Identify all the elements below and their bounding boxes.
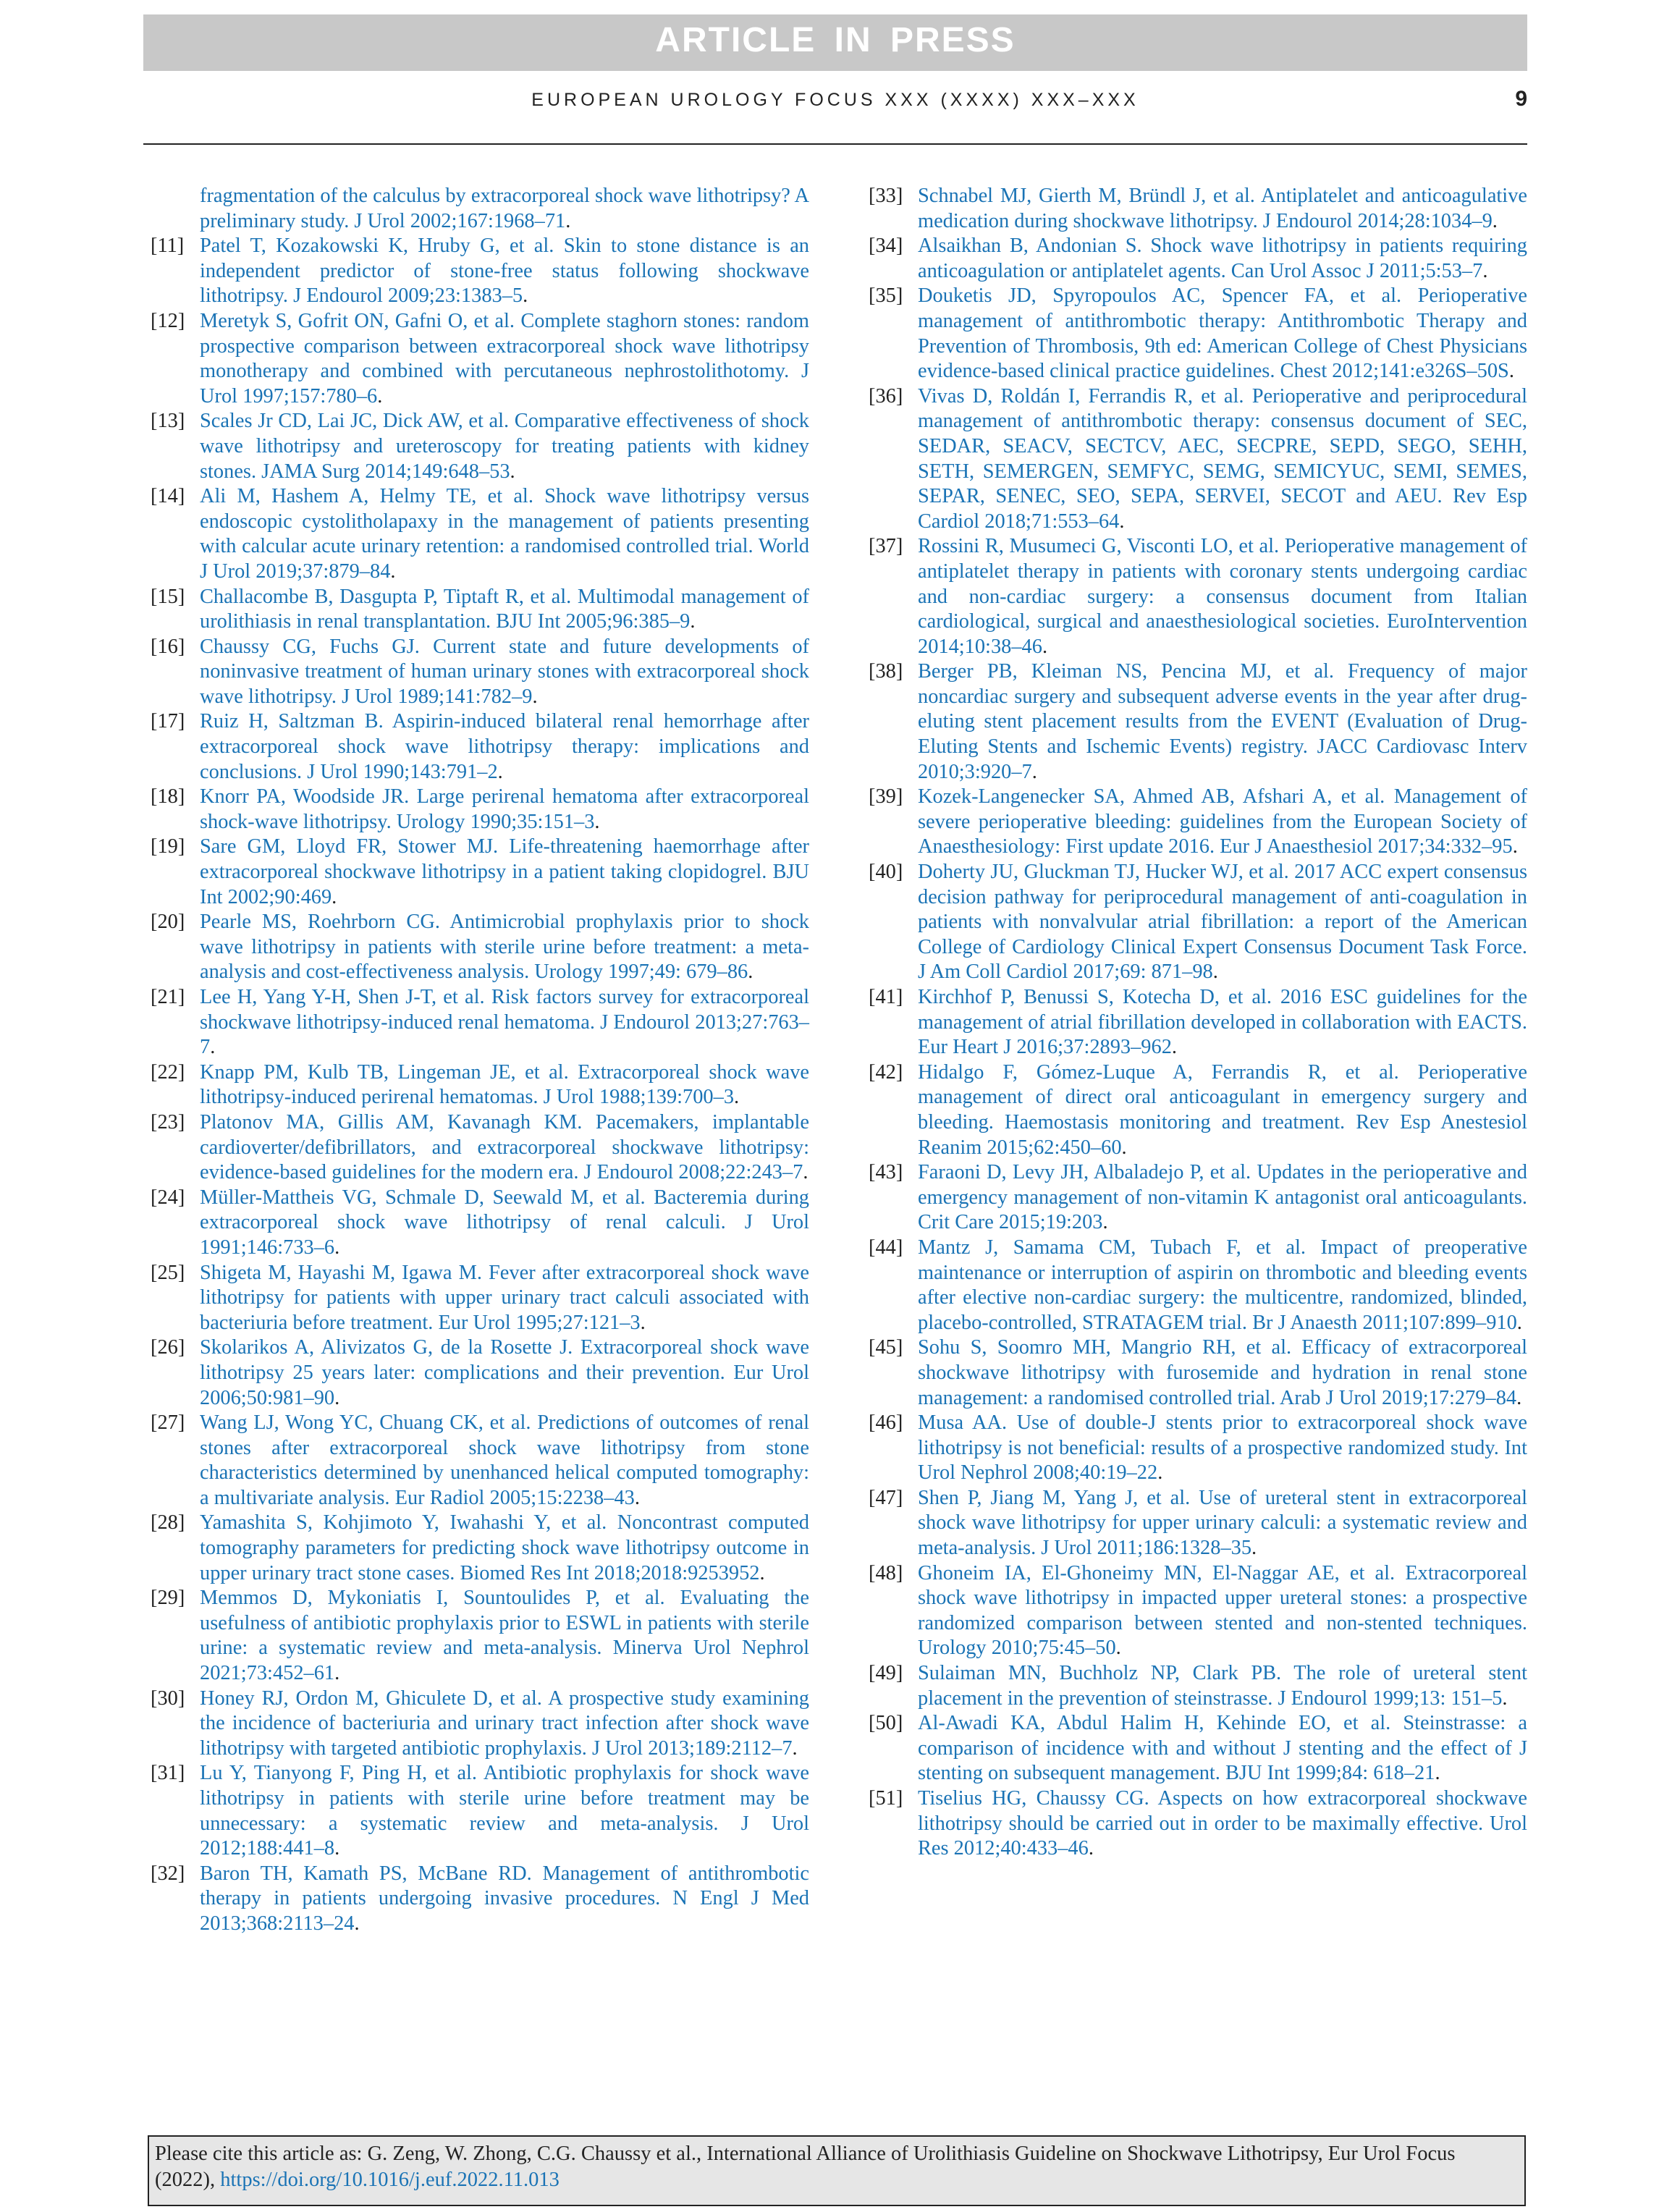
reference-item: [19] Sare GM, Lloyd FR, Stower MJ. Life-threatening haemorrhage after extracorporeal shockwave lithotripsy in a patient taking clopidogrel. BJU Int 2002;90:469. — [151, 835, 809, 910]
right-column — [869, 184, 1527, 1862]
reference-number: [18] — [151, 785, 185, 809]
reference-link[interactable]: Al-Awadi KA, Abdul Halim H, Kehinde EO, et al. Steinstrasse: a comparison of incidence with and without J stenting and the effect of J stenting on subsequent management. BJU Int 1999;84: 618–21 — [918, 1712, 1527, 1785]
reference-item: [23] Platonov MA, Gillis AM, Kavanagh KM. Pacemakers, implantable cardioverter/defibrillators, and extracorporeal shockwave lithotripsy: evidence-based guidelines for the modern era. J Endourol 2008;22:243–7. — [151, 1110, 809, 1186]
reference-item: [43] Faraoni D, Levy JH, Albaladejo P, et al. Updates in the perioperative and emergency management of non-vitamin K antagonist oral anticoagulants. Crit Care 2015;19:203. — [869, 1160, 1527, 1236]
article-in-press-banner — [143, 14, 1527, 71]
reference-item: [18] Knorr PA, Woodside JR. Large perirenal hematoma after extracorporeal shock-wave lithotripsy. Urology 1990;35:151–3. — [151, 785, 809, 835]
left-column — [151, 184, 809, 1937]
reference-item: [25] Shigeta M, Hayashi M, Igawa M. Fever after extracorporeal shock wave lithotripsy for patients with upper urinary tract calculi associated with bacteriuria before treatment. Eur Urol 1995;27:121–3. — [151, 1261, 809, 1336]
reference-number: [17] — [151, 710, 185, 733]
reference-link[interactable]: Baron TH, Kamath PS, McBane RD. Management of antithrombotic therapy in patients undergoing invasive procedures. N Engl J Med 2013;368:2113–24 — [200, 1862, 809, 1935]
reference-link[interactable]: Sare GM, Lloyd FR, Stower MJ. Life-threatening haemorrhage after extracorporeal shockwave lithotripsy in a patient taking clopidogrel. BJU Int 2002;90:469 — [200, 835, 809, 908]
reference-item: [39] Kozek-Langenecker SA, Ahmed AB, Afshari A, et al. Management of severe perioperative bleeding: guidelines from the European Society of Anaesthesiology: First update 2016. Eur J Anaesthesiol 2017;34:332–95. — [869, 785, 1527, 860]
reference-number: [35] — [869, 284, 903, 308]
reference-link[interactable]: Chaussy CG, Fuchs GJ. Current state and future developments of noninvasive treatment of human urinary stones with extracorporeal shock wave lithotripsy. J Urol 1989;141:782–9 — [200, 635, 809, 708]
reference-number: [11] — [151, 235, 185, 258]
reference-item: [30] Honey RJ, Ordon M, Ghiculete D, et al. A prospective study examining the incidence of bacteriuria and urinary tract infection after shock wave lithotripsy with targeted antibiotic prophylaxis. J Urol 2013;189:2112–7. — [151, 1687, 809, 1762]
reference-number: [27] — [151, 1411, 185, 1435]
reference-item: [38] Berger PB, Kleiman NS, Pencina MJ, et al. Frequency of major noncardiac surgery and subsequent adverse events in the year after drug-eluting stent placement results from the EVENT (Evaluation of Drug-Eluting Stents and Ischemic Events) registry. JACC Cardiovasc Interv 2010;3:920–7. — [869, 659, 1527, 785]
reference-link[interactable]: Douketis JD, Spyropoulos AC, Spencer FA, et al. Perioperative management of antithrombotic therapy: Antithrombotic Therapy and Prevention of Thrombosis, 9th ed: American College of Chest Physicians evidence-based clinical practice guidelines. Chest 2012;141:e326S–50S — [918, 284, 1527, 383]
reference-item: [26] Skolarikos A, Alivizatos G, de la Rosette J. Extracorporeal shock wave lithotripsy 25 years later: complications and their prevention. Eur Urol 2006;50:981–90. — [151, 1335, 809, 1411]
reference-link[interactable]: Kirchhof P, Benussi S, Kotecha D, et al. 2016 ESC guidelines for the management of atrial fibrillation developed in collaboration with EACTS. Eur Heart J 2016;37:2893–962 — [918, 986, 1527, 1059]
reference-number: [26] — [151, 1336, 185, 1359]
reference-number: [23] — [151, 1110, 185, 1134]
reference-link[interactable]: Doherty JU, Gluckman TJ, Hucker WJ, et al. 2017 ACC expert consensus decision pathway for periprocedural management of anti-coagulation in patients with nonvalvular atrial fibrillation: a report of the American College of Cardiology Clinical Expert Consensus Document Task Force. J Am Coll Cardiol 2017;69: 871–98 — [918, 861, 1527, 984]
reference-item: [22] Knapp PM, Kulb TB, Lingeman JE, et al. Extracorporeal shock wave lithotripsy-induced perirenal hematomas. J Urol 1988;139:700–3. — [151, 1060, 809, 1110]
reference-number: [31] — [151, 1762, 185, 1785]
reference-item: [31] Lu Y, Tianyong F, Ping H, et al. Antibiotic prophylaxis for shock wave lithotripsy in patients with sterile urine before treatment may be unnecessary: a systematic review and meta-analysis. J Urol 2012;188:441–8. — [151, 1761, 809, 1861]
reference-item: [32] Baron TH, Kamath PS, McBane RD. Management of antithrombotic therapy in patients undergoing invasive procedures. N Engl J Med 2013;368:2113–24. — [151, 1862, 809, 1937]
reference-number: [46] — [869, 1411, 903, 1435]
reference-item: [37] Rossini R, Musumeci G, Visconti LO, et al. Perioperative management of antiplatelet therapy in patients with coronary stents undergoing cardiac and non-cardiac surgery: a consensus document from Italian cardiological, surgical and anaesthesiological societies. EuroIntervention 2014;10:38–46. — [869, 534, 1527, 659]
reference-number: [40] — [869, 861, 903, 884]
reference-link[interactable]: Scales Jr CD, Lai JC, Dick AW, et al. Comparative effectiveness of shock wave lithotripsy and ureteroscopy for treating patients with kidney stones. JAMA Surg 2014;149:648–53 — [200, 410, 809, 483]
reference-number: [34] — [869, 235, 903, 258]
reference-link[interactable]: Wang LJ, Wong YC, Chuang CK, et al. Predictions of outcomes of renal stones after extracorporeal shock wave lithotripsy from stone characteristics determined by unenhanced helical computed tomography: a multivariate analysis. Eur Radiol 2005;15:2238–43 — [200, 1411, 809, 1509]
reference-number: [25] — [151, 1261, 185, 1284]
reference-item: [27] Wang LJ, Wong YC, Chuang CK, et al. Predictions of outcomes of renal stones after extracorporeal shock wave lithotripsy from stone characteristics determined by unenhanced helical computed tomography: a multivariate analysis. Eur Radiol 2005;15:2238–43. — [151, 1411, 809, 1511]
reference-number: [36] — [869, 384, 903, 408]
reference-link[interactable]: Faraoni D, Levy JH, Albaladejo P, et al. Updates in the perioperative and emergency management of non-vitamin K antagonist oral anticoagulants. Crit Care 2015;19:203 — [918, 1161, 1527, 1234]
reference-item: [36] Vivas D, Roldán I, Ferrandis R, et al. Perioperative and periprocedural management of antithrombotic therapy: consensus document of SEC, SEDAR, SEACV, SECTCV, AEC, SECPRE, SEPD, SEGO, SEHH, SETH, SEMERGEN, SEMFYC, SEMG, SEMICYUC, SEMI, SEMES, SEPAR, SENEC, SEO, SEPA, SERVEI, SECOT and AEU. Rev Esp Cardiol 2018;71:553–64. — [869, 384, 1527, 535]
reference-number: [42] — [869, 1060, 903, 1084]
reference-link[interactable]: Meretyk S, Gofrit ON, Gafni O, et al. Complete staghorn stones: random prospective comparison between extracorporeal shock wave lithotripsy monotherapy and combined with percutaneous nephrostolithotomy. J Urol 1997;157:780–6 — [200, 309, 809, 408]
reference-number: [33] — [869, 185, 903, 207]
reference-item: [14] Ali M, Hashem A, Helmy TE, et al. Shock wave lithotripsy versus endoscopic cystolitholapaxy in the management of patients presenting with calcular acute urinary retention: a randomised controlled trial. World J Urol 2019;37:879–84. — [151, 484, 809, 584]
banner-text: ARTICLE IN PRESS — [655, 21, 1016, 59]
reference-number: [43] — [869, 1161, 903, 1184]
reference-link[interactable]: Honey RJ, Ordon M, Ghiculete D, et al. A prospective study examining the incidence of bacteriuria and urinary tract infection after shock wave lithotripsy with targeted antibiotic prophylaxis. J Urol 2013;189:2112–7 — [200, 1687, 809, 1760]
reference-number: [32] — [151, 1862, 185, 1885]
reference-item: [35] Douketis JD, Spyropoulos AC, Spencer FA, et al. Perioperative management of antithrombotic therapy: Antithrombotic Therapy and Prevention of Thrombosis, 9th ed: American College of Chest Physicians evidence-based clinical practice guidelines. Chest 2012;141:e326S–50S. — [869, 284, 1527, 384]
reference-link[interactable]: Müller-Mattheis VG, Schmale D, Seewald M, et al. Bacteremia during extracorporeal shock wave lithotripsy of renal calculi. J Urol 1991;146:733–6 — [200, 1186, 809, 1259]
doi-link[interactable]: https://doi.org/10.1016/j.euf.2022.11.013 — [220, 2169, 560, 2191]
reference-item: [21] Lee H, Yang Y-H, Shen J-T, et al. Risk factors survey for extracorporeal shockwave lithotripsy-induced renal hematoma. J Endourol 2013;27:763–7. — [151, 985, 809, 1060]
header-rule — [143, 143, 1527, 145]
reference-number: [19] — [151, 835, 185, 858]
reference-link[interactable]: Shen P, Jiang M, Yang J, et al. Use of ureteral stent in extracorporeal shock wave lithotripsy for upper urinary calculi: a systematic review and meta-analysis. J Urol 2011;186:1328–35 — [918, 1486, 1527, 1560]
reference-link[interactable]: Shigeta M, Hayashi M, Igawa M. Fever after extracorporeal shock wave lithotripsy for patients with upper urinary tract calculi associated with bacteriuria before treatment. Eur Urol 1995;27:121–3 — [200, 1261, 809, 1334]
reference-number: [15] — [151, 585, 185, 608]
reference-link[interactable]: Sulaiman MN, Buchholz NP, Clark PB. The role of ureteral stent placement in the prevention of steinstrasse. J Endourol 1999;13: 151–5 — [918, 1662, 1527, 1710]
reference-link[interactable]: Tiselius HG, Chaussy CG. Aspects on how extracorporeal shockwave lithotripsy should be carried out in order to be maximally effective. Urol Res 2012;40:433–46 — [918, 1787, 1527, 1860]
reference-link[interactable]: Knapp PM, Kulb TB, Lingeman JE, et al. Extracorporeal shock wave lithotripsy-induced perirenal hematomas. J Urol 1988;139:700–3 — [200, 1060, 809, 1109]
reference-number: [28] — [151, 1511, 185, 1535]
reference-link[interactable]: Ghoneim IA, El-Ghoneimy MN, El-Naggar AE, et al. Extracorporeal shock wave lithotripsy in impacted upper ureteral stones: a prospective randomized comparison between stented and non-stented techniques. Urology 2010;75:45–50 — [918, 1561, 1527, 1660]
reference-item: [20] Pearle MS, Roehrborn CG. Antimicrobial prophylaxis prior to shock wave lithotripsy in patients with sterile urine before treatment: a meta-analysis and cost-effectiveness analysis. Urology 1997;49: 679–86. — [151, 910, 809, 985]
reference-number: [48] — [869, 1561, 903, 1584]
reference-number: [51] — [869, 1787, 903, 1810]
reference-link[interactable]: Knorr PA, Woodside JR. Large perirenal hematoma after extracorporeal shock-wave lithotripsy. Urology 1990;35:151–3 — [200, 785, 809, 833]
reference-item: [47] Shen P, Jiang M, Yang J, et al. Use of ureteral stent in extracorporeal shock wave lithotripsy for upper urinary calculi: a systematic review and meta-analysis. J Urol 2011;186:1328–35. — [869, 1486, 1527, 1561]
reference-item: [33] Schnabel MJ, Gierth M, Bründl J, et al. Antiplatelet and anticoagulative medication during shockwave lithotripsy. J Endourol 2014;28:1034–9. — [869, 184, 1527, 234]
journal-title: EUROPEAN UROLOGY FOCUS XXX (XXXX) XXX–XXX — [531, 90, 1139, 110]
reference-link[interactable]: Sohu S, Soomro MH, Mangrio RH, et al. Efficacy of extracorporeal shockwave lithotripsy with furosemide and hydration in renal stone management: a randomised controlled trial. Arab J Urol 2019;17:279–84 — [918, 1336, 1527, 1409]
reference-link[interactable]: Memmos D, Mykoniatis I, Sountoulides P, et al. Evaluating the usefulness of antibiotic prophylaxis prior to ESWL in patients with sterile urine: a systematic review and meta-analysis. Minerva Urol Nephrol 2021;73:452–61 — [200, 1587, 809, 1685]
reference-link[interactable]: Schnabel MJ, Gierth M, Bründl J, et al. Antiplatelet and anticoagulative medication during shockwave lithotripsy. J Endourol 2014;28:1034–9 — [918, 185, 1527, 232]
reference-item: [45] Sohu S, Soomro MH, Mangrio RH, et al. Efficacy of extracorporeal shockwave lithotripsy with furosemide and hydration in renal stone management: a randomised controlled trial. Arab J Urol 2019;17:279–84. — [869, 1335, 1527, 1411]
reference-item: [28] Yamashita S, Kohjimoto Y, Iwahashi Y, et al. Noncontrast computed tomography parameters for predicting shock wave lithotripsy outcome in upper urinary tract stone cases. Biomed Res Int 2018;2018:9253952. — [151, 1511, 809, 1586]
reference-item: [50] Al-Awadi KA, Abdul Halim H, Kehinde EO, et al. Steinstrasse: a comparison of incidence with and without J stenting and the effect of J stenting on subsequent management. BJU Int 1999;84: 618–21. — [869, 1711, 1527, 1786]
reference-item: [13] Scales Jr CD, Lai JC, Dick AW, et al. Comparative effectiveness of shock wave lithotripsy and ureteroscopy for treating patients with kidney stones. JAMA Surg 2014;149:648–53. — [151, 409, 809, 484]
reference-item: [42] Hidalgo F, Gómez-Luque A, Ferrandis R, et al. Perioperative management of direct oral anticoagulant in emergency surgery and bleeding. Haemostasis monitoring and treatment. Rev Esp Anestesiol Reanim 2015;62:450–60. — [869, 1060, 1527, 1160]
reference-number: [47] — [869, 1486, 903, 1509]
reference-item: [40] Doherty JU, Gluckman TJ, Hucker WJ, et al. 2017 ACC expert consensus decision pathway for periprocedural management of anti-coagulation in patients with nonvalvular atrial fibrillation: a report of the American College of Cardiology Clinical Expert Consensus Document Task Force. J Am Coll Cardiol 2017;69: 871–98. — [869, 860, 1527, 985]
reference-number: [30] — [151, 1687, 185, 1710]
reference-item: [12] Meretyk S, Gofrit ON, Gafni O, et al. Complete staghorn stones: random prospective comparison between extracorporeal shock wave lithotripsy monotherapy and combined with percutaneous nephrostolithotomy. J Urol 1997;157:780–6. — [151, 309, 809, 409]
reference-link[interactable]: Rossini R, Musumeci G, Visconti LO, et al. Perioperative management of antiplatelet therapy in patients with coronary stents undergoing cardiac and non-cardiac surgery: a consensus document from Italian cardiological, surgical and anaesthesiological societies. EuroIntervention 2014;10:38–46 — [918, 535, 1527, 658]
reference-number: [50] — [869, 1712, 903, 1735]
reference-item: [29] Memmos D, Mykoniatis I, Sountoulides P, et al. Evaluating the usefulness of antibiotic prophylaxis prior to ESWL in patients with sterile urine: a systematic review and meta-analysis. Minerva Urol Nephrol 2021;73:452–61. — [151, 1586, 809, 1686]
reference-item: [15] Challacombe B, Dasgupta P, Tiptaft R, et al. Multimodal management of urolithiasis in renal transplantation. BJU Int 2005;96:385–9. — [151, 585, 809, 635]
reference-item: [17] Ruiz H, Saltzman B. Aspirin-induced bilateral renal hemorrhage after extracorporeal shock wave lithotripsy therapy: implications and conclusions. J Urol 1990;143:791–2. — [151, 709, 809, 785]
reference-number: [38] — [869, 660, 903, 683]
reference-link[interactable]: Lu Y, Tianyong F, Ping H, et al. Antibiotic prophylaxis for shock wave lithotripsy in patients with sterile urine before treatment may be unnecessary: a systematic review and meta-analysis. J Urol 2012;188:441–8 — [200, 1762, 809, 1860]
reference-link[interactable]: Mantz J, Samama CM, Tubach F, et al. Impact of preoperative maintenance or interruption of aspirin on thrombotic and bleeding events after elective non-cardiac surgery: the multicentre, randomized, blinded, placebo-controlled, STRATAGEM trial. Br J Anaesth 2011;107:899–910 — [918, 1236, 1527, 1334]
reference-item: [34] Alsaikhan B, Andonian S. Shock wave lithotripsy in patients requiring anticoagulation or antiplatelet agents. Can Urol Assoc J 2011;5:53–7. — [869, 234, 1527, 284]
reference-number: [20] — [151, 911, 185, 934]
reference-link[interactable]: Musa AA. Use of double-J stents prior to extracorporeal shock wave lithotripsy is not beneficial: results of a prospective randomized study. Int Urol Nephrol 2008;40:19–22 — [918, 1411, 1527, 1485]
reference-number: [16] — [151, 635, 185, 658]
reference-number: [13] — [151, 410, 185, 433]
reference-link[interactable]: Alsaikhan B, Andonian S. Shock wave lithotripsy in patients requiring anticoagulation or antiplatelet agents. Can Urol Assoc J 2011;5:53–7 — [918, 235, 1527, 282]
reference-number: [37] — [869, 535, 903, 558]
reference-link[interactable]: Kozek-Langenecker SA, Ahmed AB, Afshari A, et al. Management of severe perioperative bleeding: guidelines from the European Society of Anaesthesiology: First update 2016. Eur J Anaesthesiol 2017;34:332–95 — [918, 785, 1527, 858]
reference-number: [44] — [869, 1236, 903, 1259]
reference-link[interactable]: Ali M, Hashem A, Helmy TE, et al. Shock wave lithotripsy versus endoscopic cystolitholapaxy in the management of patients presenting with calcular acute urinary retention: a randomised controlled trial. World J Urol 2019;37:879–84 — [200, 485, 809, 583]
reference-link[interactable]: Yamashita S, Kohjimoto Y, Iwahashi Y, et al. Noncontrast computed tomography parameters for predicting shock wave lithotripsy outcome in upper urinary tract stone cases. Biomed Res Int 2018;2018:9253952 — [200, 1511, 809, 1584]
reference-link[interactable]: Hidalgo F, Gómez-Luque A, Ferrandis R, et al. Perioperative management of direct oral anticoagulant in emergency surgery and bleeding. Haemostasis monitoring and treatment. Rev Esp Anestesiol Reanim 2015;62:450–60 — [918, 1060, 1527, 1159]
reference-item: [46] Musa AA. Use of double-J stents prior to extracorporeal shock wave lithotripsy is not beneficial: results of a prospective randomized study. Int Urol Nephrol 2008;40:19–22. — [869, 1411, 1527, 1486]
reference-item: [11] Patel T, Kozakowski K, Hruby G, et al. Skin to stone distance is an independent predictor of stone-free status following shockwave lithotripsy. J Endourol 2009;23:1383–5. — [151, 234, 809, 309]
reference-number: [29] — [151, 1587, 185, 1610]
reference-number: [39] — [869, 785, 903, 809]
reference-item: [41] Kirchhof P, Benussi S, Kotecha D, et al. 2016 ESC guidelines for the management of atrial fibrillation developed in collaboration with EACTS. Eur Heart J 2016;37:2893–962. — [869, 985, 1527, 1060]
reference-link[interactable]: Ruiz H, Saltzman B. Aspirin-induced bilateral renal hemorrhage after extracorporeal shock wave lithotripsy therapy: implications and conclusions. J Urol 1990;143:791–2 — [200, 710, 809, 783]
reference-number: [12] — [151, 309, 185, 332]
reference-link[interactable]: Lee H, Yang Y-H, Shen J-T, et al. Risk factors survey for extracorporeal shockwave lithotripsy-induced renal hematoma. J Endourol 2013;27:763–7 — [200, 986, 809, 1059]
right-reference-list — [869, 184, 1527, 1862]
citation-text: Please cite this article as: G. Zeng, W. Zhong, C.G. Chaussy et al., International Alliance of Urolithiasis Guideline on Shockwave Lithotripsy, Eur Urol Focus (2022), — [155, 2143, 1456, 2191]
reference-link[interactable]: fragmentation of the calculus by extracorporeal shock wave lithotripsy? A preliminary study. J Urol 2002;167:1968–71 — [200, 185, 809, 232]
reference-link[interactable]: Platonov MA, Gillis AM, Kavanagh KM. Pacemakers, implantable cardioverter/defibrillators, and extracorporeal shockwave lithotripsy: evidence-based guidelines for the modern era. J Endourol 2008;22:243–7 — [200, 1110, 809, 1184]
reference-link[interactable]: Patel T, Kozakowski K, Hruby G, et al. Skin to stone distance is an independent predictor of stone-free status following shockwave lithotripsy. J Endourol 2009;23:1383–5 — [200, 235, 809, 308]
reference-link[interactable]: Challacombe B, Dasgupta P, Tiptaft R, et al. Multimodal management of urolithiasis in renal transplantation. BJU Int 2005;96:385–9 — [200, 585, 809, 633]
reference-link[interactable]: Skolarikos A, Alivizatos G, de la Rosette J. Extracorporeal shock wave lithotripsy 25 years later: complications and their prevention. Eur Urol 2006;50:981–90 — [200, 1336, 809, 1409]
reference-number: [21] — [151, 986, 185, 1008]
citation-box — [148, 2135, 1526, 2206]
page-number: 9 — [1515, 87, 1527, 111]
reference-item: [24] Müller-Mattheis VG, Schmale D, Seewald M, et al. Bacteremia during extracorporeal shock wave lithotripsy of renal calculi. J Urol 1991;146:733–6. — [151, 1186, 809, 1261]
reference-item: [48] Ghoneim IA, El-Ghoneimy MN, El-Naggar AE, et al. Extracorporeal shock wave lithotripsy in impacted upper ureteral stones: a prospective randomized comparison between stented and non-stented techniques. Urology 2010;75:45–50. — [869, 1561, 1527, 1661]
left-reference-list — [151, 234, 809, 1936]
reference-number: [41] — [869, 986, 903, 1008]
reference-number: [24] — [151, 1186, 185, 1209]
reference-item: [16] Chaussy CG, Fuchs GJ. Current state and future developments of noninvasive treatment of human urinary stones with extracorporeal shock wave lithotripsy. J Urol 1989;141:782–9. — [151, 635, 809, 710]
reference-number: [14] — [151, 485, 185, 508]
reference-item: [51] Tiselius HG, Chaussy CG. Aspects on how extracorporeal shockwave lithotripsy should be carried out in order to be maximally effective. Urol Res 2012;40:433–46. — [869, 1786, 1527, 1862]
reference-item: [44] Mantz J, Samama CM, Tubach F, et al. Impact of preoperative maintenance or interruption of aspirin on thrombotic and bleeding events after elective non-cardiac surgery: the multicentre, randomized, blinded, placebo-controlled, STRATAGEM trial. Br J Anaesth 2011;107:899–910. — [869, 1236, 1527, 1335]
reference-number: [49] — [869, 1662, 903, 1685]
reference-link[interactable]: Vivas D, Roldán I, Ferrandis R, et al. Perioperative and periprocedural management of antithrombotic therapy: consensus document of SEC, SEDAR, SEACV, SECTCV, AEC, SECPRE, SEPD, SEGO, SEHH, SETH, SEMERGEN, SEMFYC, SEMG, SEMICYUC, SEMI, SEMES, SEPAR, SENEC, SEO, SEPA, SERVEI, SECOT and AEU. Rev Esp Cardiol 2018;71:553–64 — [918, 384, 1527, 533]
reference-number: [45] — [869, 1336, 903, 1359]
reference-link[interactable]: Berger PB, Kleiman NS, Pencina MJ, et al. Frequency of major noncardiac surgery and subsequent adverse events in the year after drug-eluting stent placement results from the EVENT (Evaluation of Drug-Eluting Stents and Ischemic Events) registry. JACC Cardiovasc Interv 2010;3:920–7 — [918, 660, 1527, 783]
reference-link[interactable]: Pearle MS, Roehrborn CG. Antimicrobial prophylaxis prior to shock wave lithotripsy in patients with sterile urine before treatment: a meta-analysis and cost-effectiveness analysis. Urology 1997;49: 679–86 — [200, 911, 809, 984]
reference-continuation: fragmentation of the calculus by extracorporeal shock wave lithotripsy? A preliminary study. J Urol 2002;167:1968–71. — [200, 185, 809, 232]
reference-number: [22] — [151, 1060, 185, 1084]
reference-item: [49] Sulaiman MN, Buchholz NP, Clark PB. The role of ureteral stent placement in the prevention of steinstrasse. J Endourol 1999;13: 151–5. — [869, 1661, 1527, 1711]
